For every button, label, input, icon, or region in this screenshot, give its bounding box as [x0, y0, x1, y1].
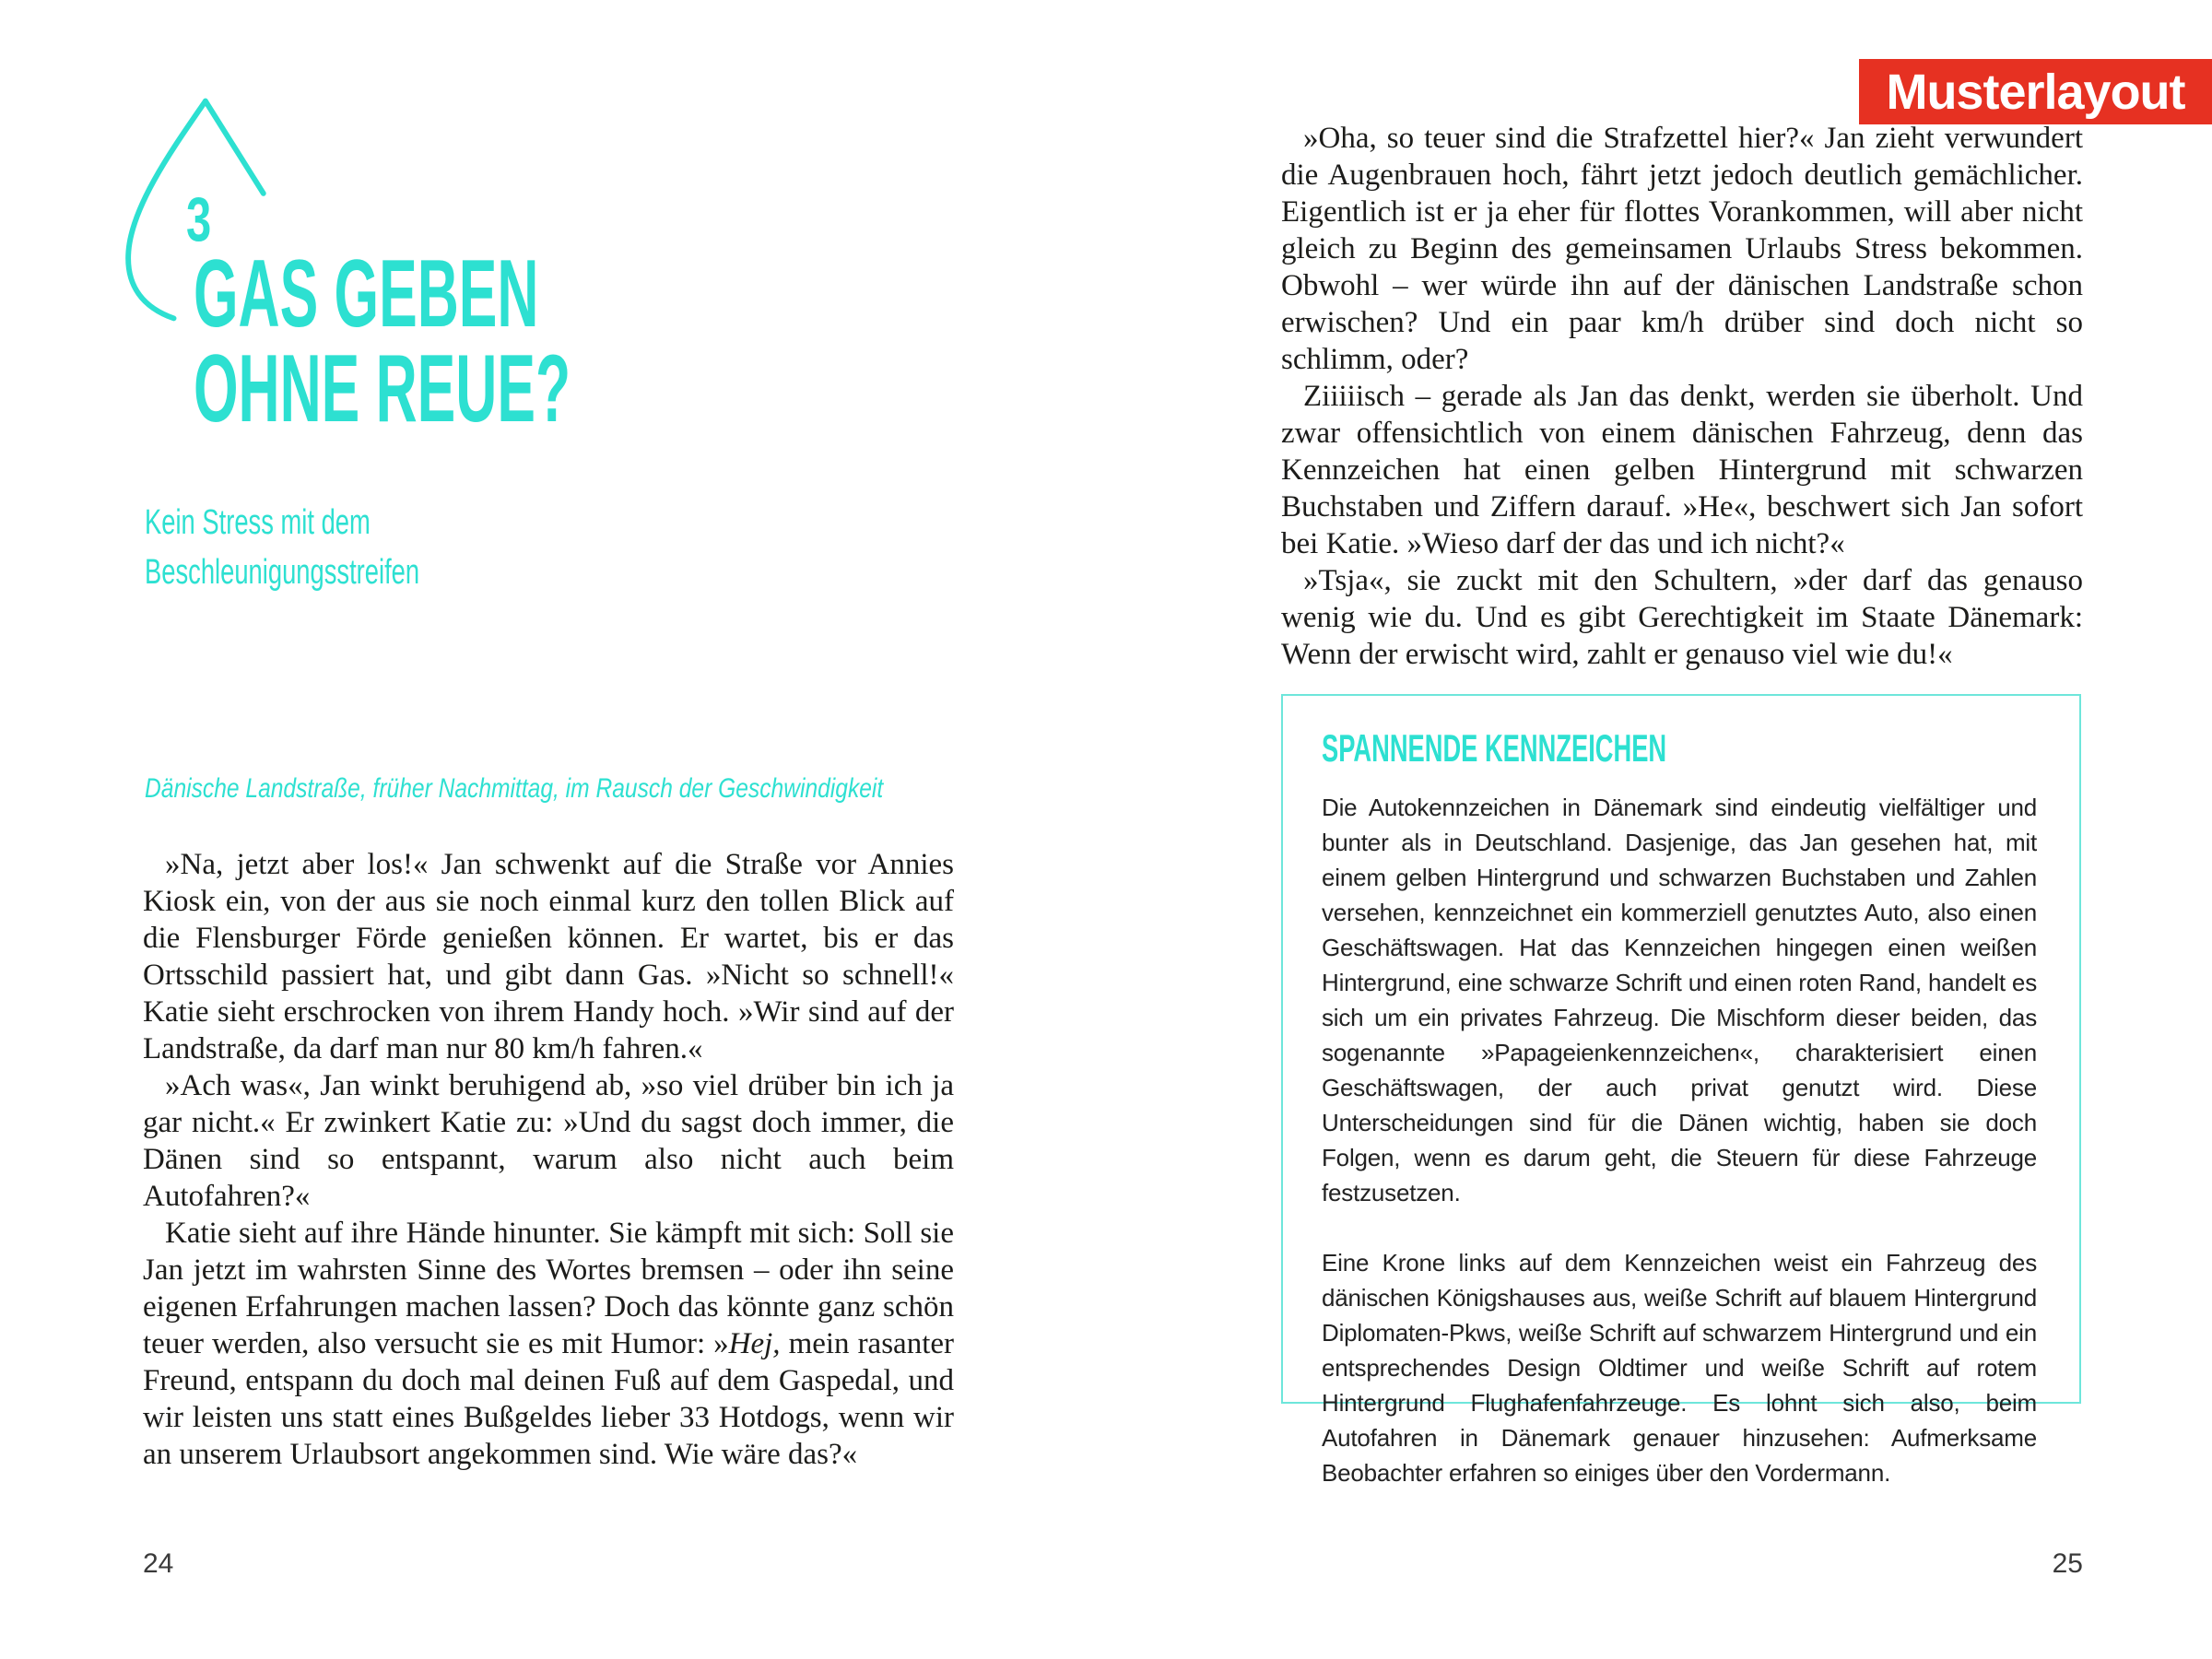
page-number-right: 25	[2052, 1548, 2083, 1579]
chapter-number: 3	[186, 184, 212, 254]
body-paragraph: »Na, jetzt aber los!« Jan schwenkt auf die Straße vor Annies Kiosk ein, von der aus sie noch einmal kurz den tollen Blick auf die Flensburger Förde genießen können. Er wartet, bis er das Ortsschild passiert hat, und gibt dann Gas. »Nicht so schnell!« Katie sieht erschrocken von ihrem Handy hoch. »Wir sind auf der Landstraße, da darf man nur 80 km/h fahren.«	[143, 848, 954, 1065]
left-page-body-text	[143, 846, 954, 1473]
chapter-subtitle-line2: Beschleunigungsstreifen	[145, 553, 420, 592]
body-paragraph: Eine Krone links auf dem Kennzeichen weist ein Fahrzeug des dänischen Königshauses aus, weiße Schrift auf blauem Hintergrund Diplomaten-Pkws, weiße Schrift auf schwarzem Hintergrund und ein entsprechendes Design Oldtimer und weiße Schrift auf rotem Hintergrund Flughafenfahrzeuge. Es lohnt sich also, beim Autofahren in Dänemark genauer hinzusehen: Aufmerksame Beobachter erfahren so einiges über den Vordermann.	[1322, 1249, 2037, 1487]
body-paragraph: »Ach was«, Jan winkt beruhigend ab, »so viel drüber bin ich ja gar nicht.« Er zwinkert Katie zu: »Und du sagst doch immer, die Dänen sind so entspannt, warum also nicht auch beim Autofahren?«	[143, 1069, 954, 1213]
chapter-subtitle-line1: Kein Stress mit dem	[145, 503, 371, 542]
body-paragraph: Die Autokennzeichen in Dänemark sind eindeutig vielfältiger und bunter als in Deutschland. Dasjenige, das Jan gesehen hat, mit einem gelben Hintergrund und schwarzen Buchstaben und Zahlen versehen, kennzeichnet ein kommerziell genutztes Auto, also einen Geschäftswagen. Hat das Kennzeichen hingegen einen weißen Hintergrund, eine schwarze Schrift und einen roten Rand, handelt es sich um ein privates Fahrzeug. Die Mischform dieser beiden, das sogenannte »Papageienkennzeichen«, charakterisiert einen Geschäftswagen, der auch privat genutzt wird. Diese Unterscheidungen sind für die Dänen wichtig, haben sie doch Folgen, wenn es darum geht, die Steuern für diese Fahrzeuge festzusetzen.	[1322, 794, 2037, 1206]
chapter-title-line1: GAS GEBEN	[194, 241, 539, 347]
info-box	[1281, 694, 2081, 1487]
scene-kicker: Dänische Landstraße, früher Nachmittag, im Rausch der Geschwindigkeit	[145, 773, 884, 804]
body-paragraph: »Oha, so teuer sind die Strafzettel hier?« Jan zieht verwundert die Augenbrauen hoch, fährt jetzt jedoch deutlich gemächlicher. Eigentlich ist er ja eher für flottes Vorankommen, will aber nicht gleich zu Beginn des gemeinsamen Urlaubs Stress bekommen. Obwohl – wer würde ihn auf der dänischen Landstraße schon erwischen? Und ein paar km/h drüber sind doch nicht so schlimm, oder?	[1281, 122, 2083, 376]
right-page-body-text	[1281, 120, 2083, 673]
body-paragraph: Katie sieht auf ihre Hände hinunter. Sie kämpft mit sich: Soll sie Jan jetzt im wahrsten Sinne des Wortes bremsen – oder ihn seine eigenen Erfahrungen machen lassen? Doch das könnte ganz schön teuer werden, also versucht sie es mit Humor: »Hej, mein rasanter Freund, entspann du doch mal deinen Fuß auf dem Gaspedal, und wir leisten uns statt eines Bußgeldes lieber 33 Hotdogs, wenn wir an unserem Urlaubsort angekommen sind. Wie wäre das?«	[143, 1217, 954, 1471]
info-box-title: SPANNENDE KENNZEICHEN	[1322, 726, 1667, 770]
info-box-body	[1322, 790, 2037, 1490]
body-paragraph: Ziiiiisch – gerade als Jan das denkt, werden sie überholt. Und zwar offensichtlich von einem dänischen Fahrzeug, denn das Kennzeichen hat einen gelben Hintergrund mit schwarzen Buchstaben und Ziffern darauf. »He«, beschwert sich Jan sofort bei Katie. »Wieso darf der das und ich nicht?«	[1281, 380, 2083, 560]
body-paragraph: »Tsja«, sie zuckt mit den Schultern, »der darf das genauso wenig wie du. Und es gibt Gerechtigkeit im Staate Dänemark: Wenn der erwischt wird, zahlt er genauso viel wie du!«	[1281, 564, 2083, 671]
page-number-left: 24	[143, 1548, 174, 1579]
musterlayout-banner: Musterlayout	[1859, 59, 2212, 124]
chapter-subtitle	[145, 498, 419, 597]
chapter-title-line2: OHNE REUE?	[194, 335, 571, 442]
chapter-title	[194, 241, 571, 442]
